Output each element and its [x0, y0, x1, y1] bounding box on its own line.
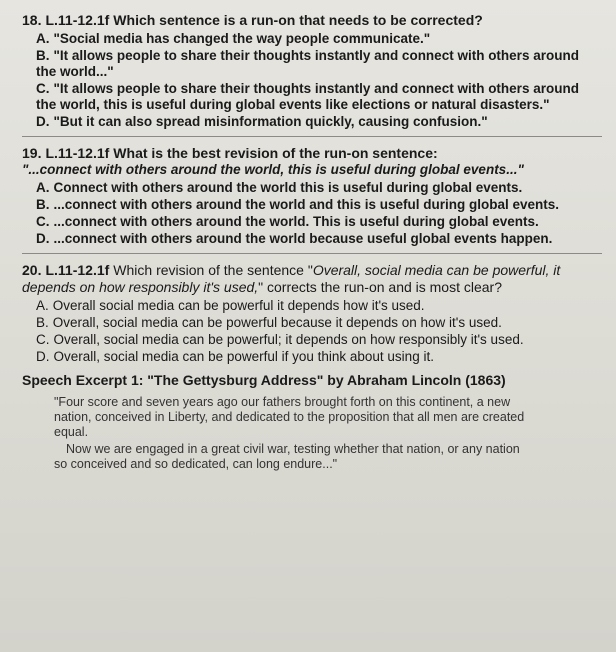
standard-code: L.11-12.1f: [45, 12, 110, 28]
question-text: What is the best revision of the run-on sentence:: [113, 145, 438, 161]
excerpt-title: Speech Excerpt 1: "The Gettysburg Address" by Abraham Lincoln (1863): [22, 372, 506, 388]
question-text-italic: Overall, social media can be powerful, it depends on how responsibly it's used,: [22, 262, 561, 295]
question-20: [22, 262, 602, 365]
choice-d[interactable]: D. ...connect with others around the world because useful global events happen.: [36, 231, 553, 246]
question-19-header: [22, 145, 602, 162]
answer-choices: [36, 180, 602, 247]
question-18-header: [22, 12, 602, 29]
speech-excerpt: [54, 395, 534, 472]
question-number: 20.: [22, 262, 42, 278]
choice-c[interactable]: C. ...connect with others around the world. This is useful during global events.: [36, 214, 539, 229]
question-number: 19.: [22, 145, 42, 161]
choice-a[interactable]: A. Connect with others around the world this is useful during global events.: [36, 180, 523, 195]
question-text-post: " corrects the run-on and is most clear?: [258, 279, 503, 295]
choice-d[interactable]: D. "But it can also spread misinformation quickly, causing confusion.": [36, 114, 488, 129]
standard-code: L.11-12.1f: [45, 262, 110, 278]
choice-b[interactable]: B. "It allows people to share their thoughts instantly and connect with others around the world...": [36, 48, 579, 79]
question-text-pre: Which revision of the sentence ": [113, 262, 313, 278]
choice-c[interactable]: C. Overall, social media can be powerful; it depends on how responsibly it's used.: [36, 332, 524, 347]
answer-choices: [36, 298, 602, 365]
divider: [22, 136, 602, 137]
choice-d[interactable]: D. Overall, social media can be powerful if you think about using it.: [36, 349, 434, 364]
question-number: 18.: [22, 12, 42, 28]
standard-code: L.11-12.1f: [45, 145, 110, 161]
choice-b[interactable]: B. ...connect with others around the world and this is useful during global events.: [36, 197, 560, 212]
choice-a[interactable]: A. "Social media has changed the way people communicate.": [36, 31, 431, 46]
run-on-prompt: "...connect with others around the world, this is useful during global events...": [22, 162, 524, 177]
divider: [22, 253, 602, 254]
excerpt-paragraph-2: Now we are engaged in a great civil war, testing whether that nation, or any nation so conceived and so dedicated, can long endure...": [54, 442, 520, 471]
choice-a[interactable]: A. Overall social media can be powerful it depends how it's used.: [36, 298, 425, 313]
question-text: Which sentence is a run-on that needs to be corrected?: [113, 12, 483, 28]
question-19: [22, 145, 602, 247]
choice-b[interactable]: B. Overall, social media can be powerful because it depends on how it's used.: [36, 315, 502, 330]
answer-choices: [36, 31, 602, 130]
question-20-header: [22, 262, 602, 296]
excerpt-paragraph-1: "Four score and seven years ago our fathers brought forth on this continent, a new nation, conceived in Liberty, and dedicated to the proposition that all men are created equal.: [54, 395, 525, 439]
question-18: [22, 12, 602, 130]
choice-c[interactable]: C. "It allows people to share their thoughts instantly and connect with others around the world, this is useful during global events like elections or natural disasters.": [36, 81, 579, 112]
